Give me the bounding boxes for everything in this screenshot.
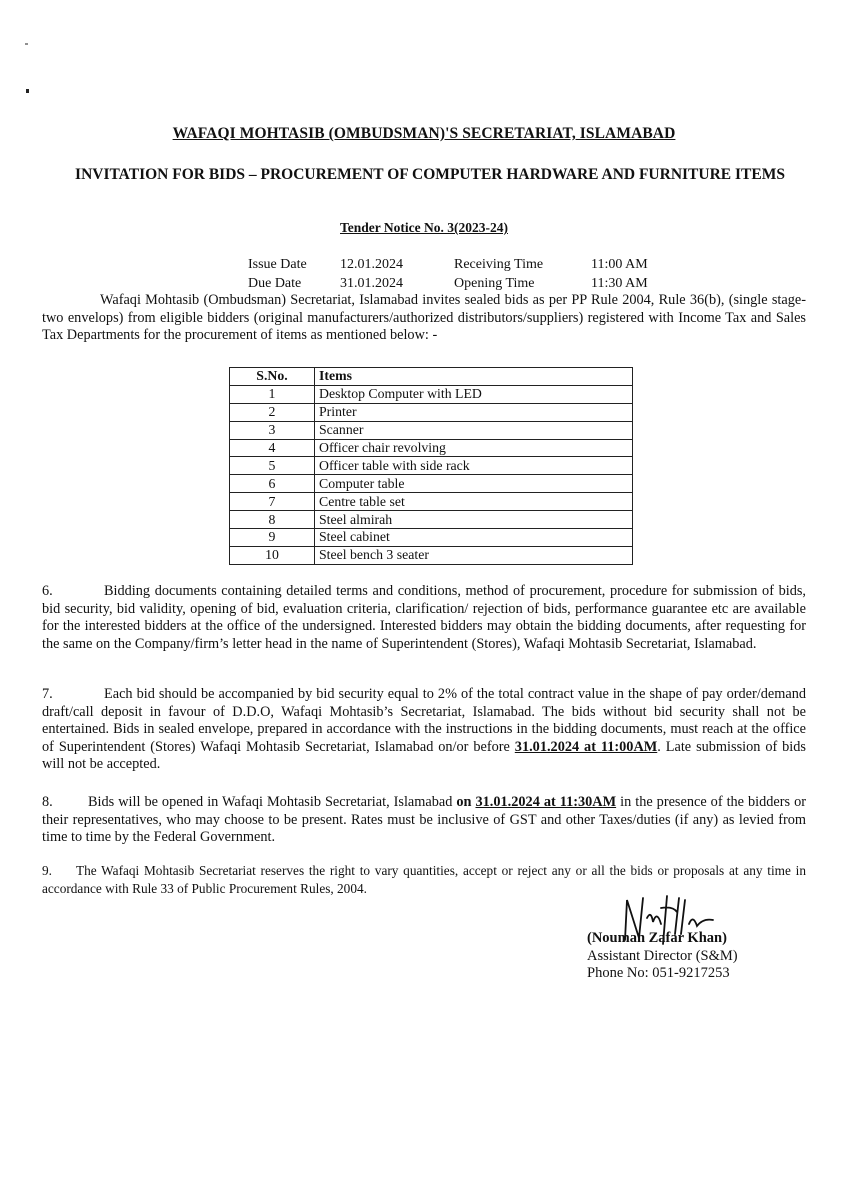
opening-datetime: 31.01.2024 at 11:30AM xyxy=(475,794,617,810)
tender-notice-number: Tender Notice No. 3(2023-24) xyxy=(340,220,508,235)
table-row xyxy=(230,457,633,475)
receiving-time-value: 11:00 AM xyxy=(591,257,648,272)
due-date-label: Due Date xyxy=(248,276,302,291)
signatory-phone: Phone No: 051-9217253 xyxy=(587,965,730,981)
row-sno: 5 xyxy=(230,457,315,475)
row-sno: 7 xyxy=(230,493,315,511)
table-row xyxy=(230,475,633,493)
table-row xyxy=(230,511,633,529)
receiving-time-label: Receiving Time xyxy=(454,257,544,272)
due-date-value: 31.01.2024 xyxy=(340,276,403,291)
table-row xyxy=(230,439,633,457)
row-item: Printer xyxy=(315,403,633,421)
paragraph-text: The Wafaqi Mohtasib Secretariat reserves the right to vary quantities, accept or reject any or all the bids or proposals at any time in accordance with Rule 33 of Public Procurement Rules, 2004. xyxy=(42,863,806,896)
intro-paragraph: Wafaqi Mohtasib (Ombudsman) Secretariat, Islamabad invites sealed bids as per PP Rule 2004, Rule 36(b), (single stage-two envelops) from eligible bidders (original manufacturers/authorized distributors/suppliers) registered with Income Tax and Sales Tax Departments for the procurement of items as mentioned below: - xyxy=(42,292,806,344)
paragraph-number: 6. xyxy=(42,583,53,599)
signatory-name: (Nouman Zafar Khan) xyxy=(587,930,727,946)
col-header-sno: S.No. xyxy=(230,368,315,386)
items-table-header xyxy=(230,368,633,386)
table-row xyxy=(230,493,633,511)
row-item: Computer table xyxy=(315,475,633,493)
row-item: Scanner xyxy=(315,421,633,439)
paragraph-number: 8. xyxy=(42,794,53,810)
signatory-block xyxy=(587,930,738,983)
opening-time-label: Opening Time xyxy=(454,276,535,291)
paragraph-text: Each bid should be accompanied by bid security equal to 2% of the total contract value in the shape of pay order/demand draft/call deposit in favour of D.D.O, Wafaqi Mohtasib’s Secretariat, Islamabad. The bids without bid security shall not be entertained. Bids in sealed envelope, prepared in accordance with the instructions in the bidding documents, must reach at the office of Superintendent (Stores) Wafaqi Mohtasib Secretariat, Islamabad on/or before xyxy=(42,686,806,755)
row-item: Officer table with side rack xyxy=(315,457,633,475)
row-sno: 9 xyxy=(230,529,315,547)
schedule-table xyxy=(246,254,650,294)
paragraph-8 xyxy=(42,794,806,847)
items-table xyxy=(229,367,633,565)
row-sno: 10 xyxy=(230,546,315,564)
paragraph-number: 7. xyxy=(42,686,53,702)
row-sno: 6 xyxy=(230,475,315,493)
row-item: Centre table set xyxy=(315,493,633,511)
table-row xyxy=(230,529,633,547)
on-word: on xyxy=(456,794,472,810)
paragraph-number: 9. xyxy=(42,863,52,878)
row-sno: 8 xyxy=(230,511,315,529)
row-item: Officer chair revolving xyxy=(315,439,633,457)
opening-time-value: 11:30 AM xyxy=(591,276,648,291)
row-sno: 3 xyxy=(230,421,315,439)
row-item: Steel almirah xyxy=(315,511,633,529)
signatory-designation: Assistant Director (S&M) xyxy=(587,947,738,964)
paragraph-text: Bidding documents containing detailed terms and conditions, method of procurement, procedure for submission of bids, bid security, bid validity, opening of bid, evaluation criteria, clarification/ rejection of bids, performance guarantee etc are available for the interested bidders at the office of the undersigned. Interested bidders may obtain the bidding documents, after requesting for the same on the Company/firm’s letter head in the name of Superintendent (Stores), Wafaqi Mohtasib Secretariat, Islamabad. xyxy=(42,583,806,652)
row-item: Steel cabinet xyxy=(315,529,633,547)
scan-speck xyxy=(26,89,29,93)
row-item: Steel bench 3 seater xyxy=(315,546,633,564)
col-header-items: Items xyxy=(315,368,633,386)
table-row xyxy=(230,546,633,564)
document-title: INVITATION FOR BIDS – PROCUREMENT OF COMPUTER HARDWARE AND FURNITURE ITEMS xyxy=(75,166,785,183)
submission-deadline: 31.01.2024 at 11:00AM xyxy=(514,738,658,755)
paragraph-7 xyxy=(42,686,806,774)
issue-date-value: 12.01.2024 xyxy=(340,257,403,272)
paragraph-text-end: in the presence of the bidders or their representatives, who may choose to be present. Rates must be inclusive of GST and other Taxes/duties (if any) as levied from time to time by the Federal Government. xyxy=(42,794,807,846)
paragraph-text-end: . Late submission of bids will not be accepted. xyxy=(42,738,806,773)
row-item: Desktop Computer with LED xyxy=(315,385,633,403)
scan-speck xyxy=(25,43,28,45)
organization-heading: WAFAQI MOHTASIB (OMBUDSMAN)'S SECRETARIAT, ISLAMABAD xyxy=(172,125,676,142)
paragraph-6 xyxy=(42,583,806,653)
issue-date-label: Issue Date xyxy=(248,257,307,272)
paragraph-text: Bids will be opened in Wafaqi Mohtasib Secretariat, Islamabad xyxy=(88,794,453,810)
table-row xyxy=(230,421,633,439)
row-sno: 2 xyxy=(230,403,315,421)
table-row xyxy=(230,403,633,421)
row-sno: 1 xyxy=(230,385,315,403)
row-sno: 4 xyxy=(230,439,315,457)
table-row xyxy=(230,385,633,403)
